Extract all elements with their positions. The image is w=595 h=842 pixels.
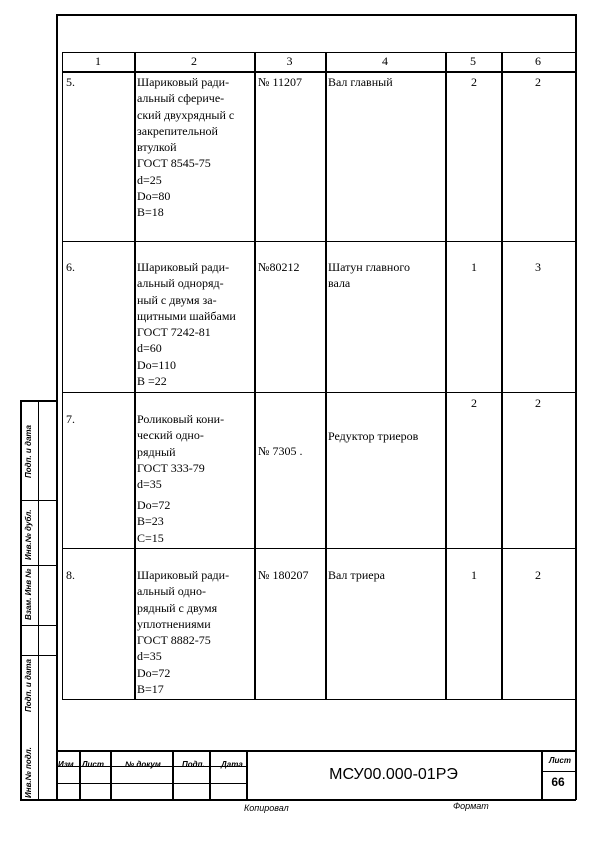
- stamp-doc: № докум: [125, 760, 161, 769]
- header-col-5: 5: [470, 54, 476, 68]
- quantity-5: 1: [471, 260, 477, 274]
- footer-kopiroval: Копировал: [244, 803, 289, 813]
- stamp-izm: Изм: [58, 760, 74, 769]
- part-name: Вал триера: [328, 568, 385, 582]
- header-col-2: 2: [191, 54, 197, 68]
- part-name: Вал главный: [328, 75, 393, 89]
- stamp-data: Дата: [221, 760, 243, 769]
- bearing-description: Шариковый ради- альный одноряд- ный с двумя за- щитными шайбами ГОСТ 7242-81 d=60 Do=110 B =22: [137, 260, 236, 389]
- stamp-podp: Подп.: [182, 760, 205, 769]
- quantity-6: 2: [535, 396, 541, 410]
- sheet-number: 66: [551, 775, 565, 789]
- footer-format: Формат: [453, 801, 489, 811]
- quantity-6: 3: [535, 260, 541, 274]
- bearing-code: № 11207: [258, 75, 303, 89]
- label-podp-data-1: Подп. и дата: [24, 425, 33, 478]
- bearing-description: Шариковый ради- альный сфериче- ский двухрядный с закрепительной втулкой ГОСТ 8545-75 d=25 Do=80 B=18: [137, 75, 235, 220]
- row-number: 6.: [66, 260, 75, 274]
- sheet-label: Лист: [549, 756, 571, 765]
- label-podp-data-2: Подп. и дата: [24, 659, 33, 712]
- row-number: 7.: [66, 412, 75, 426]
- quantity-6: 2: [535, 568, 541, 582]
- part-name: Шатун главного вала: [328, 260, 410, 291]
- bearing-code: № 7305 .: [258, 444, 303, 458]
- quantity-5: 2: [471, 396, 477, 410]
- label-inv-dubl: Инв.№ дубл.: [24, 509, 33, 560]
- row-number: 8.: [66, 568, 75, 582]
- document-designation: МСУ00.000-01РЭ: [329, 766, 458, 783]
- quantity-5: 1: [471, 568, 477, 582]
- part-name: Редуктор триеров: [328, 429, 419, 443]
- header-col-1: 1: [95, 54, 101, 68]
- bearing-dimensions: Do=72 B=23 C=15: [137, 498, 171, 545]
- header-col-6: 6: [535, 54, 541, 68]
- bearing-description: Шариковый ради- альный одно- рядный с двумя уплотнениями ГОСТ 8882-75 d=35 Do=72 B=17: [137, 568, 230, 697]
- quantity-6: 2: [535, 75, 541, 89]
- label-vzam-inv: Взам. Инв №: [24, 568, 33, 620]
- bearing-description: Роликовый кони- ческий одно- рядный ГОСТ 333-79 d=35: [137, 412, 225, 492]
- label-inv-podl: Инв.№ подл.: [24, 747, 33, 798]
- stamp-list: Лист: [82, 760, 104, 769]
- quantity-5: 2: [471, 75, 477, 89]
- header-col-3: 3: [286, 54, 293, 68]
- header-col-4: 4: [382, 54, 388, 68]
- row-number: 5.: [66, 75, 75, 89]
- bearing-code: №80212: [258, 260, 300, 274]
- bearing-code: № 180207: [258, 568, 309, 582]
